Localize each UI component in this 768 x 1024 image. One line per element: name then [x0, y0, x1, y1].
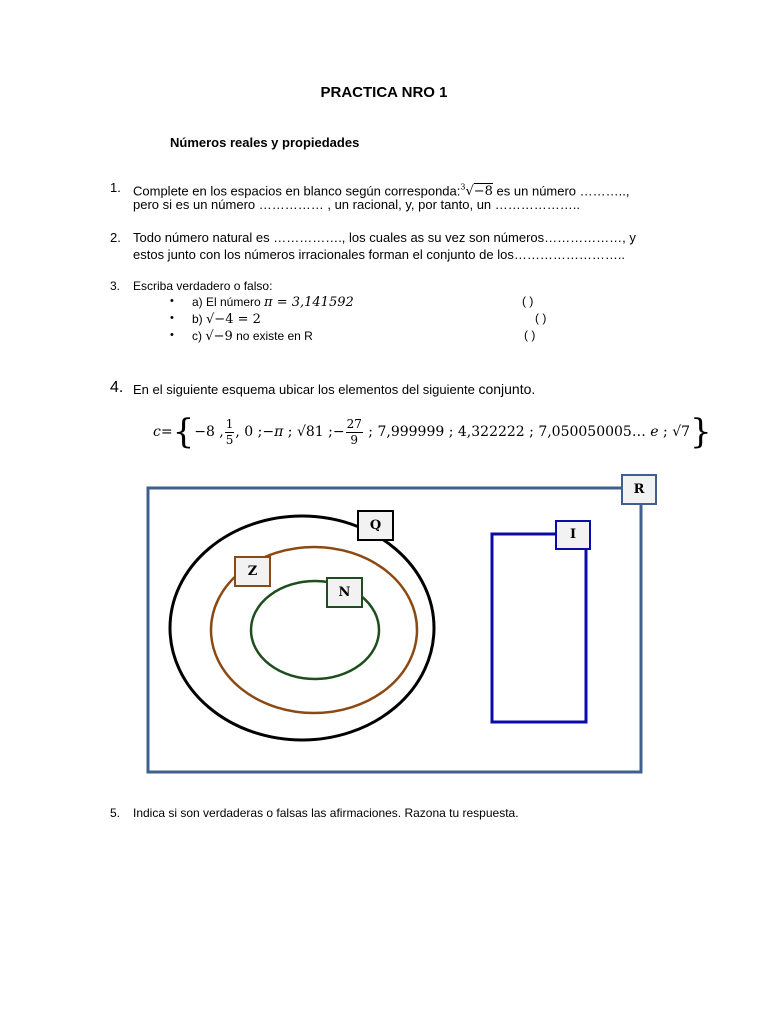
q3-item-b-math: √−4 = 2 — [206, 312, 261, 327]
set-expression: c={−8 , $\frac{1}{5}$ , 0 ;−π ; √81 ;− $\frac{27}{9}$ ; 7,999999 ; 4,322222 ; 7,050050005… e ; √7} — [153, 412, 712, 452]
q3-intro: Escriba verdadero o falso: — [133, 279, 273, 293]
set-i-boundary — [492, 534, 586, 722]
page-title: PRACTICA NRO 1 — [320, 84, 448, 101]
set-q-boundary — [170, 516, 434, 740]
q2-line1: Todo número natural es ……………., los cuales as su vez son números………………, y — [133, 230, 636, 245]
q1-tail: es un número ……….., — [492, 183, 630, 199]
q5-number: 5. — [110, 806, 121, 820]
q2-number: 2. — [110, 230, 121, 245]
q2-line2: estos junto con los números irracionales forman el conjunto de los…………………….. — [133, 247, 626, 262]
q3-number: 3. — [110, 279, 121, 293]
label-n: N — [326, 577, 363, 608]
q3-item-a: a) El número π = 3,141592 — [192, 295, 354, 310]
q3-item-c-math: √−9 — [205, 329, 233, 344]
label-r: R — [621, 474, 657, 505]
q1-number: 1. — [110, 180, 121, 195]
label-i: I — [555, 520, 591, 550]
q1-line2: pero si es un número …………… , un racional, y, por tanto, un ……………….. — [133, 197, 580, 212]
label-q: Q — [357, 510, 394, 541]
q3-item-a-math: π = 3,141592 — [264, 295, 354, 310]
cube-root-expression: $^3$√−8 — [460, 183, 493, 200]
q1-text: Complete en los espacios en blanco según corresponda: — [133, 183, 461, 199]
fraction-27-9: $\frac{27}{9}$ — [346, 416, 362, 447]
bullet-b: • — [170, 312, 174, 324]
q4-number: 4. — [110, 379, 124, 396]
bullet-a: • — [170, 295, 174, 307]
label-z: Z — [234, 556, 271, 587]
bullet-c: • — [170, 329, 174, 341]
set-name: c — [153, 424, 161, 440]
q3-item-a-answer: ( ) — [522, 294, 534, 308]
q3-item-b-answer: ( ) — [535, 311, 547, 325]
q3-item-c-answer: ( ) — [524, 328, 536, 342]
q3-item-b: b) √−4 = 2 — [192, 312, 261, 327]
page-subtitle: Números reales y propiedades — [170, 135, 360, 150]
q5-text: Indica si son verdaderas o falsas las afirmaciones. Razona tu respuesta. — [133, 806, 519, 820]
q4-text: En el siguiente esquema ubicar los elementos del siguiente conjunto. — [133, 381, 536, 397]
q3-item-c: c) √−9 no existe en R — [192, 329, 313, 344]
fraction-one-fifth: $\frac{1}{5}$ — [225, 416, 234, 447]
